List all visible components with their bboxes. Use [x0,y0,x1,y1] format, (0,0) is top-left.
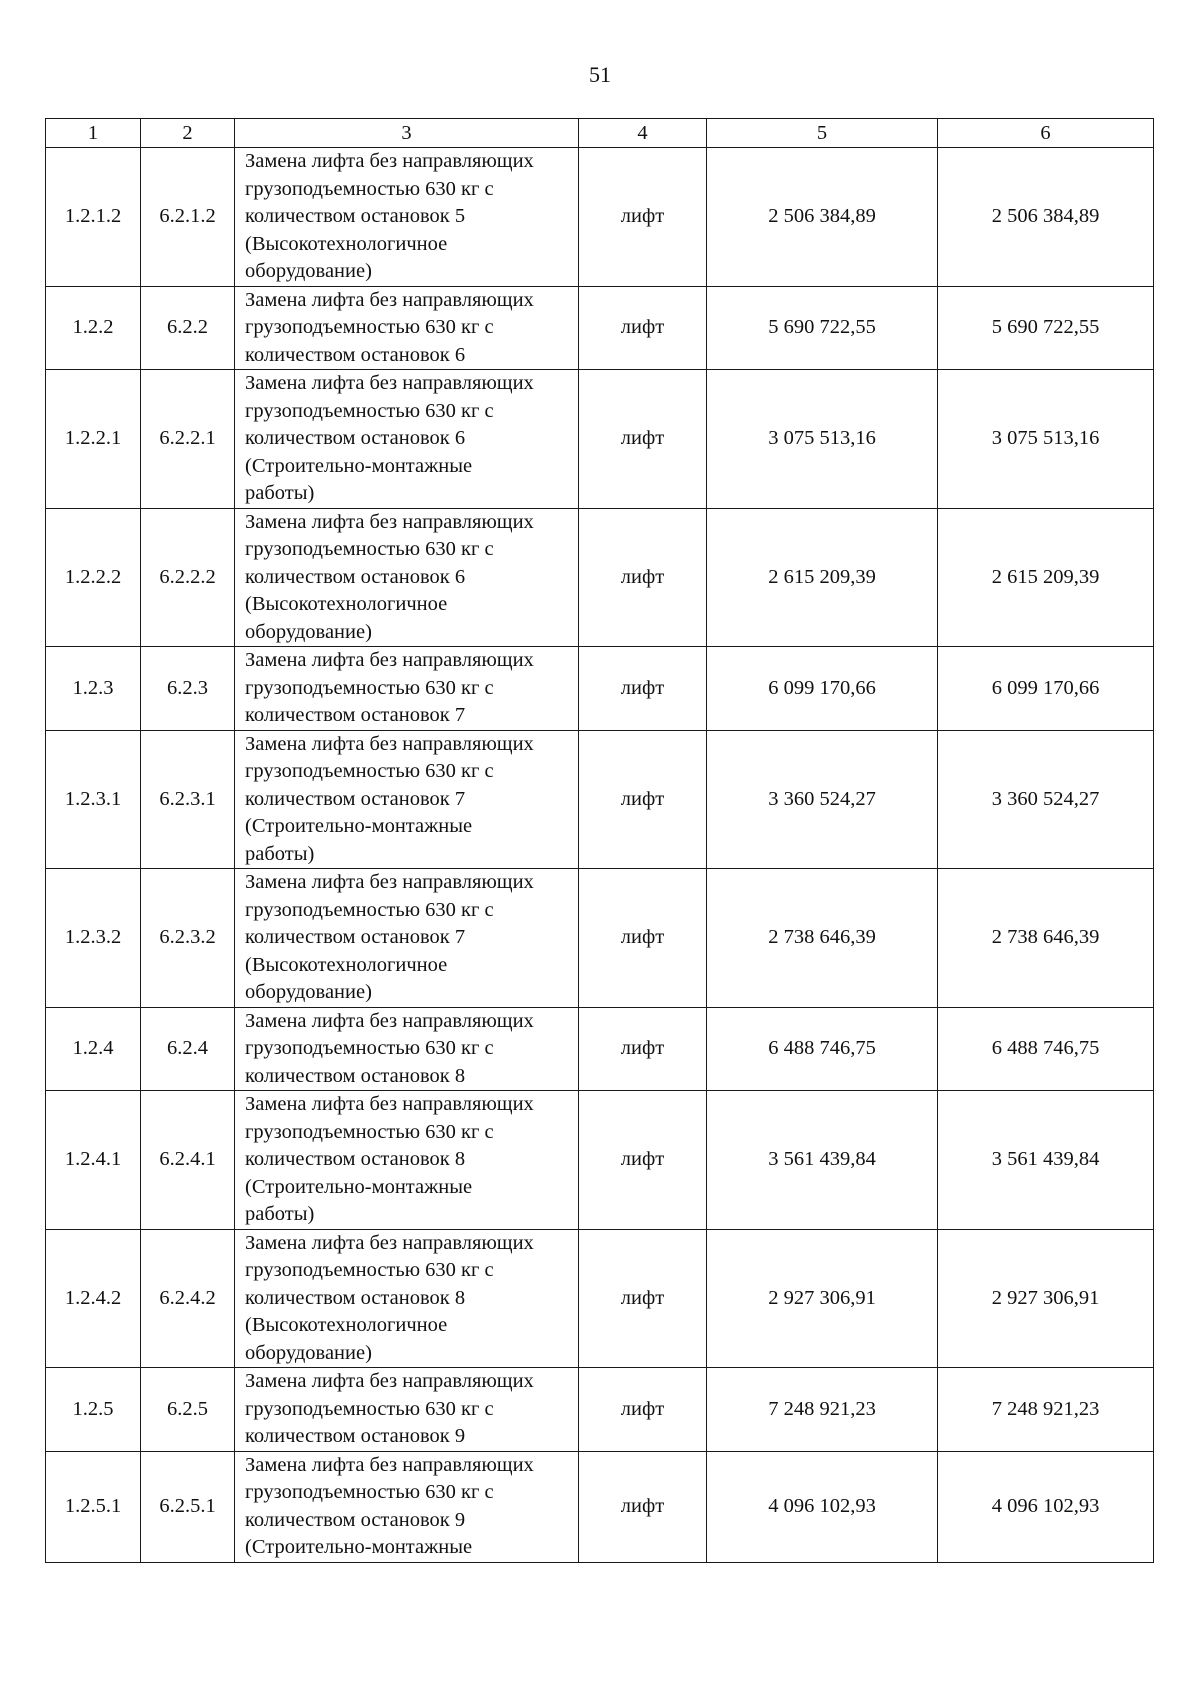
column-header: 6 [938,119,1154,148]
row-code-2: 6.2.2.1 [141,370,235,509]
description-line: Замена лифта без направляющих [245,1453,534,1476]
description-line: грузоподъемностью 630 кг с [245,1481,494,1503]
row-description [235,508,579,647]
row-value-5: 2 927 306,91 [707,1229,938,1368]
row-description [235,730,579,869]
row-value-5: 7 248 921,23 [707,1368,938,1452]
row-description [235,869,579,1008]
row-description [235,1007,579,1091]
description-line: грузоподъемностью 630 кг с [245,538,494,560]
description-line: грузоподъемностью 630 кг с [245,898,494,921]
table-body [46,148,1154,1563]
row-unit: лифт [579,370,707,509]
description-line: (Строительно-монтажные [245,1175,473,1198]
description-line: работы) [245,842,315,865]
page-number: 51 [589,62,611,87]
row-code-1: 1.2.4.2 [46,1229,141,1368]
description-line: количеством остановок 6 [245,427,466,449]
row-value-5: 2 738 646,39 [707,869,938,1008]
row-unit: лифт [579,148,707,287]
description-line: Замена лифта без направляющих [245,510,534,533]
row-unit: лифт [579,647,707,731]
column-header: 3 [235,119,579,148]
row-code-2: 6.2.4.1 [141,1091,235,1230]
description-line: Замена лифта без направляющих [245,372,534,394]
row-unit: лифт [579,730,707,869]
row-value-6: 3 561 439,84 [938,1091,1154,1230]
description-line: количеством остановок 9 [245,1508,466,1531]
row-code-2: 6.2.2 [141,286,235,370]
description-line: количеством остановок 9 [245,1425,466,1447]
description-line: грузоподъемностью 630 кг с [245,1397,494,1420]
description-line: (Строительно-монтажные [245,815,473,837]
description-line: (Строительно-монтажные [245,454,473,477]
row-description [235,370,579,509]
table-row [46,370,1154,509]
row-code-2: 6.2.1.2 [141,148,235,287]
row-value-5: 2 506 384,89 [707,148,938,287]
table-row [46,1007,1154,1091]
table-header-row [46,119,1154,148]
row-code-1: 1.2.5.1 [46,1451,141,1562]
table-row [46,286,1154,370]
description-line: количеством остановок 6 [245,343,466,366]
row-value-6: 6 488 746,75 [938,1007,1154,1091]
cost-table [45,118,1154,1563]
row-unit: лифт [579,508,707,647]
table-row [46,508,1154,647]
row-unit: лифт [579,1229,707,1368]
description-line: Замена лифта без направляющих [245,1093,534,1115]
description-line: Замена лифта без направляющих [245,649,534,671]
row-code-2: 6.2.5.1 [141,1451,235,1562]
column-header: 4 [579,119,707,148]
row-code-2: 6.2.3 [141,647,235,731]
description-line: количеством остановок 8 [245,1148,466,1170]
description-line: количеством остановок 7 [245,787,466,810]
description-line: оборудование) [245,620,372,643]
row-description [235,1368,579,1452]
row-code-2: 6.2.4 [141,1007,235,1091]
row-code-1: 1.2.3.1 [46,730,141,869]
row-unit: лифт [579,286,707,370]
row-value-5: 5 690 722,55 [707,286,938,370]
row-description [235,286,579,370]
row-code-1: 1.2.4.1 [46,1091,141,1230]
description-line: оборудование) [245,260,372,282]
row-value-6: 4 096 102,93 [938,1451,1154,1562]
row-description [235,1229,579,1368]
description-line: грузоподъемностью 630 кг с [245,1120,494,1143]
row-value-5: 6 488 746,75 [707,1007,938,1091]
row-code-1: 1.2.2.1 [46,370,141,509]
table-row [46,148,1154,287]
description-line: количеством остановок 7 [245,926,466,948]
row-unit: лифт [579,1368,707,1452]
description-line: грузоподъемностью 630 кг с [245,1259,494,1281]
row-description [235,647,579,731]
row-unit: лифт [579,1451,707,1562]
row-description [235,1091,579,1230]
row-value-5: 3 360 524,27 [707,730,938,869]
description-line: грузоподъемностью 630 кг с [245,760,494,782]
row-code-1: 1.2.4 [46,1007,141,1091]
row-code-1: 1.2.3 [46,647,141,731]
description-line: (Высокотехнологичное [245,953,448,976]
row-code-1: 1.2.1.2 [46,148,141,287]
row-value-6: 3 360 524,27 [938,730,1154,869]
row-unit: лифт [579,1007,707,1091]
row-code-1: 1.2.3.2 [46,869,141,1008]
description-line: (Высокотехнологичное [245,1314,448,1336]
description-line: грузоподъемностью 630 кг с [245,316,494,338]
row-code-1: 1.2.2 [46,286,141,370]
description-line: работы) [245,1203,315,1225]
description-line: Замена лифта без направляющих [245,150,534,172]
description-line: Замена лифта без направляющих [245,732,534,755]
row-value-5: 3 075 513,16 [707,370,938,509]
description-line: оборудование) [245,981,372,1003]
row-value-6: 7 248 921,23 [938,1368,1154,1452]
row-value-6: 5 690 722,55 [938,286,1154,370]
row-code-1: 1.2.2.2 [46,508,141,647]
column-header: 5 [707,119,938,148]
description-line: оборудование) [245,1341,372,1364]
row-code-2: 6.2.2.2 [141,508,235,647]
row-value-6: 2 738 646,39 [938,869,1154,1008]
description-line: Замена лифта без направляющих [245,1370,534,1392]
description-line: (Строительно-монтажные [245,1536,473,1558]
description-line: грузоподъемностью 630 кг с [245,676,494,699]
row-value-5: 6 099 170,66 [707,647,938,731]
table-row [46,1451,1154,1562]
row-value-6: 2 927 306,91 [938,1229,1154,1368]
row-value-6: 2 615 209,39 [938,508,1154,647]
table-row [46,647,1154,731]
row-value-6: 2 506 384,89 [938,148,1154,287]
row-code-2: 6.2.4.2 [141,1229,235,1368]
table-row [46,1368,1154,1452]
row-code-2: 6.2.5 [141,1368,235,1452]
row-value-6: 6 099 170,66 [938,647,1154,731]
description-line: количеством остановок 5 [245,205,466,227]
description-line: работы) [245,482,315,504]
description-line: количеством остановок 7 [245,704,466,726]
row-unit: лифт [579,1091,707,1230]
row-unit: лифт [579,869,707,1008]
description-line: Замена лифта без направляющих [245,1009,534,1032]
column-header: 1 [46,119,141,148]
description-line: грузоподъемностью 630 кг с [245,1037,494,1059]
table-row [46,869,1154,1008]
row-value-5: 2 615 209,39 [707,508,938,647]
description-line: количеством остановок 6 [245,565,466,588]
description-line: Замена лифта без направляющих [245,871,534,893]
description-line: количеством остановок 8 [245,1286,466,1309]
description-line: (Высокотехнологичное [245,593,448,615]
row-code-2: 6.2.3.2 [141,869,235,1008]
column-header: 2 [141,119,235,148]
row-code-1: 1.2.5 [46,1368,141,1452]
description-line: грузоподъемностью 630 кг с [245,399,494,422]
table-row [46,1229,1154,1368]
table-row [46,1091,1154,1230]
row-code-2: 6.2.3.1 [141,730,235,869]
row-description [235,148,579,287]
description-line: количеством остановок 8 [245,1064,466,1087]
description-line: Замена лифта без направляющих [245,288,534,311]
row-value-5: 3 561 439,84 [707,1091,938,1230]
description-line: грузоподъемностью 630 кг с [245,177,494,200]
description-line: (Высокотехнологичное [245,232,448,255]
table-row [46,730,1154,869]
row-description [235,1451,579,1562]
description-line: Замена лифта без направляющих [245,1231,534,1254]
row-value-6: 3 075 513,16 [938,370,1154,509]
row-value-5: 4 096 102,93 [707,1451,938,1562]
